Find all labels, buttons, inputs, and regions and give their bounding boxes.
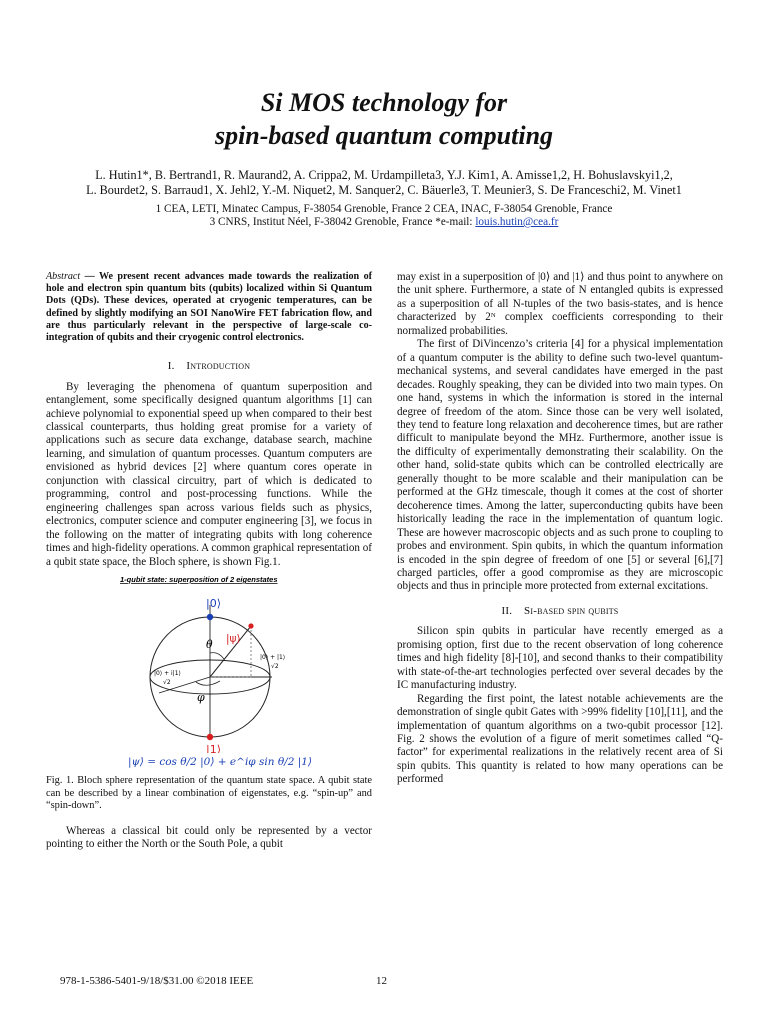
phi-label: φ xyxy=(197,691,205,705)
affiliation-line-2 xyxy=(20,216,748,229)
figure-heading: 1-qubit state: superposition of 2 eigenstates xyxy=(120,575,278,585)
affiliation-line-2-prefix: 3 CNRS, Institut Néel, F-38042 Grenoble, France *e-mail: xyxy=(209,216,476,228)
psi-dot xyxy=(248,623,253,628)
figure-1-caption: Fig. 1. Bloch sphere representation of the quantum state space. A qubit state can be described by a linear combination of eigenstates, e.g. “spin-up” and “spin-down”. xyxy=(46,775,372,812)
intro-paragraph-1: By leveraging the phenomena of quantum superposition and entanglement, some specifically designed quantum algorithms [1] can achieve polynomial to exponential speed up when compared to their best classical counterparts, thus holding great promise for a variety of applications such as secure data exchange, database search, machine learning, and simulation of quantum processes. Quantum computers are envisioned as hybrid devices [2] where quantum cores operate in conjunction with classical circuitry, part of which is dedicated to programming, control and post-processing functions. While the engineering challenges span across various fields such as physics, electronics, computer science and computer engineering [3], we focus in the following on the matter of integrating qubits with long coherence times and high-fidelity operations. A common graphical representation of a qubit state space, the Bloch sphere, is shown Fig.1. xyxy=(46,380,372,568)
phi-arc xyxy=(196,681,220,685)
bloch-equation: |ψ⟩ = cos θ/2 |0⟩ + e^iφ sin θ/2 |1⟩ xyxy=(128,756,313,769)
ket0-label: |0⟩ xyxy=(206,597,221,611)
section-title: Si-based spin qubits xyxy=(524,604,619,617)
section2-paragraph-2: Regarding the first point, the latest notable achievements are the demonstration of single qubit Gates with >99% fidelity [10],[11], and the implementation of quantum algorithms on a two-qubit processor [12]. Fig. 2 shows the evolution of a figure of merit sometimes called “Q-factor” for experimental realizations in the relatively recent area of Si spin qubits. This quantity is related to how many operations can be performed xyxy=(397,692,723,786)
right-state-label: |0⟩ + |1⟩ xyxy=(260,654,286,662)
title-line-1: Si MOS technology for xyxy=(260,88,508,117)
north-pole-dot xyxy=(207,614,213,620)
right-paragraph-1: may exist in a superposition of |0⟩ and |1⟩ and thus point to anywhere on the unit sphere. Furthermore, a state of N entangled qubits is expressed as a superposition of all N-tuples of the two basis-states, and is hence characterized by 2ᴺ complex coefficients corresponding to their normalized probabilities. xyxy=(397,271,723,337)
right-state-denominator: √2 xyxy=(271,663,279,671)
theta-label: θ xyxy=(206,638,213,652)
abstract xyxy=(46,271,372,344)
left-column xyxy=(46,271,372,852)
theta-arc xyxy=(210,653,224,659)
authors-line-1: L. Hutin1*, B. Bertrand1, R. Maurand2, A. Crippa2, M. Urdampilleta3, Y.J. Kim1, A. Amisse1,2, H. Bohuslavskyi1,2, xyxy=(95,168,673,182)
section-heading-introduction xyxy=(46,360,372,373)
ket1-label: |1⟩ xyxy=(206,743,221,754)
section-number: II. xyxy=(501,604,513,617)
psi-label: |ψ⟩ xyxy=(226,633,241,646)
abstract-text: We present recent advances made towards the realization of hole and electron spin quantum bits (qubits) localized within Si Quantum Dots (QDs). These devices, operated at cryogenic temperatures, can be defined by slightly modifying an SOI NanoWire FET fabrication flow, and are thus particularly relevant in the perspective of large-scale co-integration of qubits and their cryogenic control electronics. xyxy=(46,271,372,344)
section-number: I. xyxy=(167,360,175,373)
right-paragraph-2: The first of DiVincenzo’s criteria [4] for a physical implementation of a quantum computer is the ability to define such two-level quantum-mechanical systems, and several candidates have emerged in the past decades. Roughly speaking, they can be divided into two main types. On one hand, systems in which the information is stored in the internal degree of freedom of the atom. Since those can be very well isolated, they tend to feature long relaxation and decoherence times, but are rather difficult to manipulate beyond the MHz. Furthermore, another issue is the difficulty of experimentally demonstrating their scalability. On the other hand, solid-state qubits which can be controlled electrically are generally thought to be more scalable and their manipulation can be performed at the GHz timescale, though it comes at the cost of shorter decoherence times. Among the latter, superconducting qubits have been historically leading the race in the implementation of quantum logic. These are however macroscopic objects and as such prone to coupling to probes and environment. Spin qubits, in which the quantum information is encoded in the spin degree of freedom of one [5] or several [6],[7] charged particles, offer a good compromise as they are microscopic objects and thus in principle more protected from external excitations. xyxy=(397,338,723,593)
authors-line-2: L. Bourdet2, S. Barraud1, X. Jehl2, Y.-M. Niquet2, M. Sanquer2, C. Bäuerle3, T. Meunier3, S. De Franceschi2, M. Vinet1 xyxy=(86,183,682,197)
footer-isbn: 978-1-5386-5401-9/18/$31.00 ©2018 IEEE xyxy=(60,975,254,987)
email-link[interactable]: louis.hutin@cea.fr xyxy=(475,216,559,228)
abstract-label: Abstract xyxy=(46,271,81,282)
affiliations xyxy=(20,203,748,229)
section2-paragraph-1: Silicon spin qubits in particular have recently emerged as a promising option, first due to the recent observation of long coherence times and high fidelity [8]-[10], and second thanks to their compatibility with state-of-the-art technologies perfected over several decades by the IC manufacturing industry. xyxy=(397,625,723,692)
south-pole-dot xyxy=(207,734,213,740)
page-number: 12 xyxy=(376,975,387,987)
author-list xyxy=(20,168,748,198)
paper-title xyxy=(0,86,768,152)
intro-paragraph-2: Whereas a classical bit could only be represented by a vector pointing to either the North or the South Pole, a qubit xyxy=(46,824,372,851)
abstract-dash: — xyxy=(80,271,99,282)
title-line-2: spin-based quantum computing xyxy=(214,121,554,150)
figure-1 xyxy=(46,575,372,769)
affiliation-line-1: 1 CEA, LETI, Minatec Campus, F-38054 Grenoble, France 2 CEA, INAC, F-38054 Grenoble, France xyxy=(155,203,613,215)
section-heading-si-spin-qubits xyxy=(397,605,723,618)
section-title: Introduction xyxy=(186,360,251,373)
right-column xyxy=(397,271,723,787)
left-state-label: |0⟩ + i|1⟩ xyxy=(154,670,181,678)
bloch-sphere-diagram xyxy=(46,575,372,753)
left-state-denominator: √2 xyxy=(163,679,171,687)
